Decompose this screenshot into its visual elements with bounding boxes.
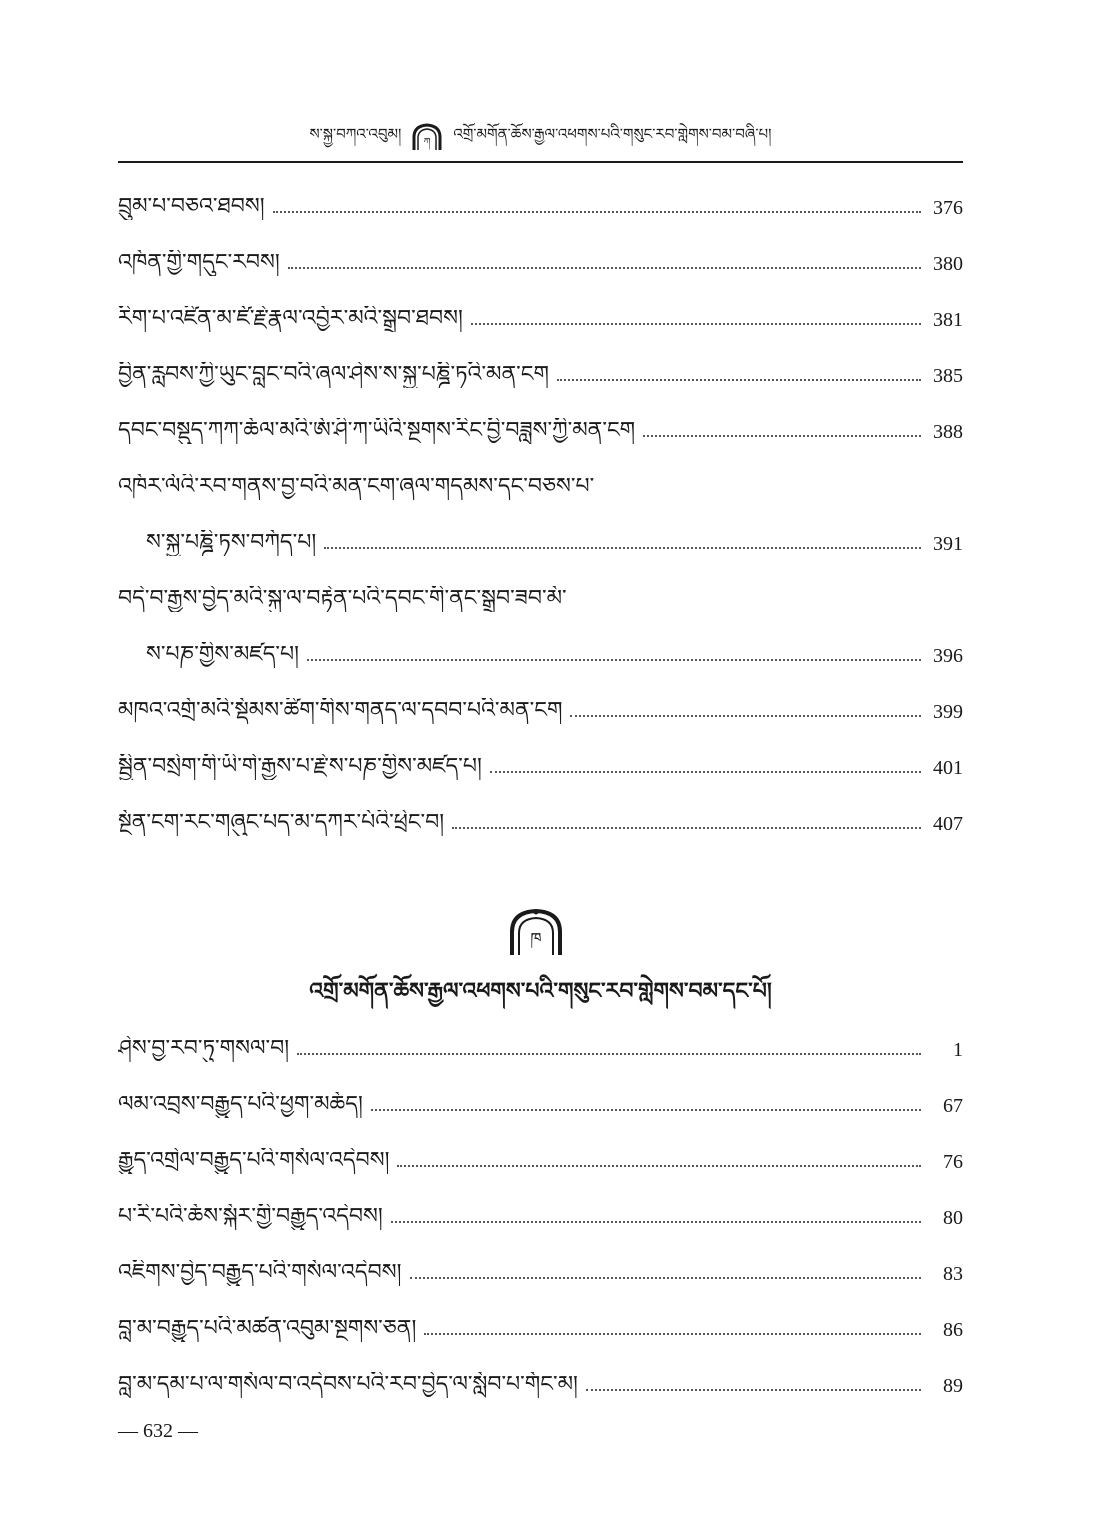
toc-entry-title: རིག་པ་འཛིན་མ་ཛོ་རྗེ་རྣལ་འབྱོར་མའི་སྒྲུབ་ཐབས། <box>118 305 463 331</box>
running-header <box>118 120 963 158</box>
dot-leader <box>297 1053 921 1055</box>
toc-entry-title: སྦྱིན་བསྲེག་གི་ཡི་གེ་རྒྱས་པ་རྗེ་ས་པཎ་གྱིས་མཛད་པ། <box>118 753 482 779</box>
toc-entry <box>118 1128 963 1184</box>
toc-entry-title: འཁོན་གྱི་གདུང་རབས། <box>118 249 280 275</box>
toc-entry-title: འཇིགས་བྱེད་བརྒྱུད་པའི་གསོལ་འདེབས། <box>118 1259 402 1285</box>
toc-entry <box>118 342 963 398</box>
dot-leader <box>288 267 921 269</box>
toc-entry-title: བྱིན་རླབས་ཀྱི་ཡུང་བླང་བའི་ཞལ་ཤེས་ས་སྐྱ་པཎྜི་ཏའི་མན་ངག <box>118 361 549 387</box>
toc-entry-title: ཤེས་བྱ་རབ་ཏུ་གསལ་བ། <box>118 1035 290 1061</box>
toc-entry <box>118 1240 963 1296</box>
toc-entry-title: བདེ་བ་རྒྱས་བྱེད་མའི་སྐུ་ལ་བརྟེན་པའི་དབང་གི་ནང་སྒྲུབ་ཟབ་མོ་ <box>118 585 567 611</box>
header-ornament-letter: ཀ <box>423 137 431 148</box>
toc-entry-page: 385 <box>933 365 963 387</box>
toc-entry <box>118 566 963 622</box>
toc-entry-title: དབང་བསྡུད་ཀཀ་ཆོལ་མའི་ཨོ་ཤི་ཀ་ཡིའི་སྔགས་རིང་བྱི་བཟླས་ཀྱི་མན་ངག <box>118 417 636 443</box>
dot-leader <box>490 771 921 773</box>
toc-entry-page: 396 <box>933 645 963 667</box>
toc-entry-title: བླ་མ་དམ་པ་ལ་གསོལ་བ་འདེབས་པའི་རབ་བྱེད་ལ་སློབ་པ་གོང་མ། <box>118 1371 578 1397</box>
arch-ornament-icon <box>411 123 443 155</box>
toc-entry-page: 380 <box>933 253 963 275</box>
dot-leader <box>424 1333 921 1335</box>
toc-entry <box>118 734 963 790</box>
toc-entry-title: ས་པཎ་གྱིས་མཛད་པ། <box>146 641 300 667</box>
toc-entry <box>118 286 963 342</box>
toc-entry-page: 67 <box>943 1095 963 1117</box>
toc-entry-page: 376 <box>933 197 963 219</box>
section-ornament-letter: ཁ <box>530 929 542 948</box>
dot-leader <box>397 1165 921 1167</box>
toc-entry <box>118 622 963 678</box>
toc-entry <box>118 1184 963 1240</box>
toc-entry <box>118 174 963 230</box>
toc-entry <box>118 1296 963 1352</box>
header-volume-title: འགྲོ་མགོན་ཆོས་རྒྱལ་འཕགས་པའི་གསུང་རབ་གླེགས་བམ་བཞི་པ། <box>453 125 772 143</box>
toc-entry-page: 401 <box>933 757 963 779</box>
toc-entry-title: བྲུམ་པ་བཅའ་ཐབས། <box>118 193 265 219</box>
toc-entry-title: པ་རི་པའི་ཆོས་སྐོར་གྱི་བརྒྱུད་འདེབས། <box>118 1203 383 1229</box>
page-folio: — 632 — <box>118 1420 198 1442</box>
dot-leader <box>324 547 921 549</box>
dot-leader <box>570 715 921 717</box>
toc-entry <box>118 510 963 566</box>
dot-leader <box>557 379 921 381</box>
toc-entry <box>118 1352 963 1408</box>
header-rule <box>118 161 963 163</box>
toc-entry <box>118 230 963 286</box>
toc-entry-title: སྔོན་ངག་རང་གཞུང་པད་མ་དཀར་པོའི་ཕྲེང་བ། <box>118 809 445 835</box>
toc-entry <box>118 398 963 454</box>
toc-entry-page: 86 <box>943 1319 963 1341</box>
toc-entry-page: 381 <box>933 309 963 331</box>
dot-leader <box>391 1221 921 1223</box>
dot-leader <box>410 1277 922 1279</box>
dot-leader <box>307 659 921 661</box>
toc-entry-page: 388 <box>933 421 963 443</box>
toc-entry-page: 1 <box>953 1039 963 1061</box>
dot-leader <box>643 435 921 437</box>
toc-entry-page: 399 <box>933 701 963 723</box>
toc-entry-page: 80 <box>943 1207 963 1229</box>
header-collection-title: ས་སྐྱ་བཀའ་འབུམ། <box>309 125 402 143</box>
toc-entry-page: 89 <box>943 1375 963 1397</box>
dot-leader <box>586 1389 921 1391</box>
toc-entry-title: རྒྱུད་འགྲེལ་བརྒྱུད་པའི་གསོལ་འདེབས། <box>118 1147 390 1173</box>
section-arch-ornament-icon <box>506 908 566 956</box>
toc-entry <box>118 1016 963 1072</box>
toc-list-part2 <box>118 1016 963 1408</box>
toc-entry-title: ས་སྐྱ་པཎྜི་ཏས་བཀོད་པ། <box>146 529 317 555</box>
dot-leader <box>471 323 921 325</box>
dot-leader <box>273 211 921 213</box>
toc-entry-title: འཁོར་ལོའི་རབ་གནས་བྱ་བའི་མན་ངག་ཞལ་གདམས་དང་བཅས་པ་ <box>118 473 595 499</box>
toc-entry-title: བླ་མ་བརྒྱུད་པའི་མཚན་འབུམ་སྔགས་ཅན། <box>118 1315 417 1341</box>
toc-entry-page: 83 <box>943 1263 963 1285</box>
toc-entry <box>118 1072 963 1128</box>
toc-list-part1 <box>118 174 963 846</box>
toc-entry-title: མཁའ་འགྲོ་མའི་སྡོམས་ཚིག་གིས་གནད་ལ་དབབ་པའི་མན་ངག <box>118 697 563 723</box>
toc-entry-page: 76 <box>943 1151 963 1173</box>
toc-entry <box>118 454 963 510</box>
toc-entry-page: 407 <box>933 813 963 835</box>
toc-entry-title: ལམ་འབྲས་བརྒྱུད་པའི་ཕྱག་མཆོད། <box>118 1091 363 1117</box>
toc-entry-page: 391 <box>933 533 963 555</box>
toc-entry <box>118 678 963 734</box>
section-title: འགྲོ་མགོན་ཆོས་རྒྱལ་འཕགས་པའི་གསུང་རབ་གླེགས་བམ་དང་པོ། <box>309 978 772 1004</box>
dot-leader <box>371 1109 921 1111</box>
toc-entry <box>118 790 963 846</box>
dot-leader <box>452 827 921 829</box>
